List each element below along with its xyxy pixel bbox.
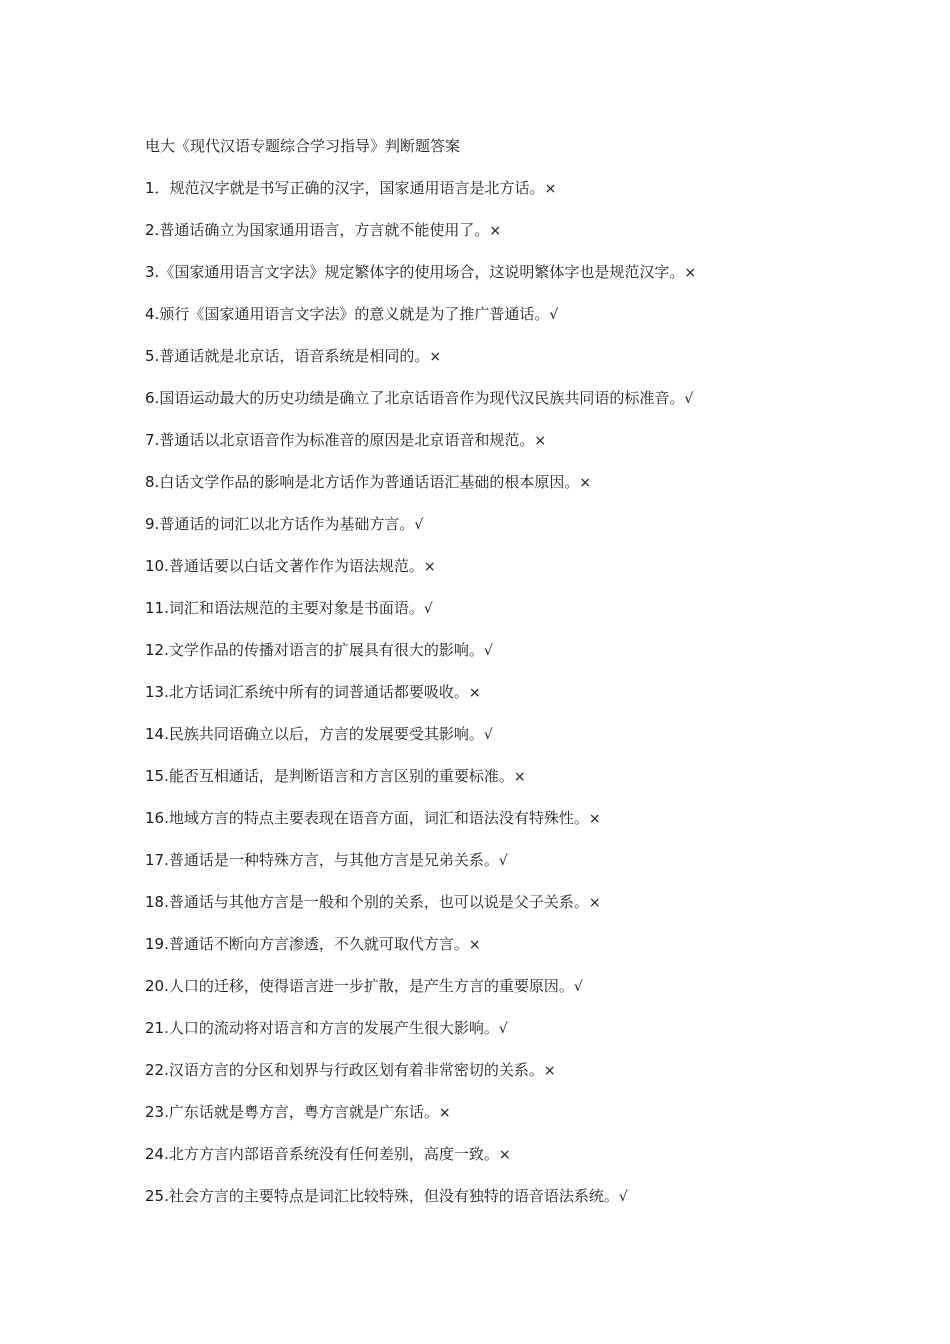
answer-item [145, 891, 905, 913]
answer-mark: √ [498, 1021, 508, 1037]
statement-text: 颁行《国家通用语言文字法》的意义就是为了推广普通话。 [159, 305, 550, 323]
answer-mark: × [684, 265, 697, 281]
answer-item [145, 849, 905, 871]
answer-item [145, 513, 905, 535]
answer-mark: × [438, 1105, 451, 1121]
item-number: 14. [145, 725, 169, 743]
statement-text: 民族共同语确立以后，方言的发展要受其影响。 [168, 725, 484, 743]
answer-item [145, 219, 905, 241]
document-title: 电大《现代汉语专题综合学习指导》判断题答案 [145, 137, 461, 155]
answer-mark: √ [618, 1189, 628, 1205]
item-number: 1． [145, 179, 170, 197]
answer-item [145, 1185, 905, 1207]
document-page [145, 135, 905, 1227]
statement-text: 社会方言的主要特点是词汇比较特殊，但没有独特的语音语法系统。 [168, 1187, 619, 1205]
item-number: 2. [145, 221, 160, 239]
item-number: 20. [145, 977, 169, 995]
answer-mark: × [534, 433, 547, 449]
statement-text: 词汇和语法规范的主要对象是书面语。 [168, 599, 424, 617]
answer-mark: √ [573, 979, 583, 995]
answer-item [145, 471, 905, 493]
answer-mark: × [468, 937, 481, 953]
answer-item [145, 1143, 905, 1165]
answer-item [145, 429, 905, 451]
answer-mark: × [498, 1147, 511, 1163]
answer-item [145, 261, 905, 283]
item-number: 3. [145, 263, 160, 281]
statement-text: 北方话词汇系统中所有的词普通话都要吸收。 [168, 683, 469, 701]
item-number: 5. [145, 347, 160, 365]
answer-mark: × [588, 895, 601, 911]
answer-mark: × [544, 181, 557, 197]
item-number: 12. [145, 641, 169, 659]
item-number: 13. [145, 683, 169, 701]
answer-item [145, 933, 905, 955]
answer-mark: √ [684, 391, 694, 407]
statement-text: 白话文学作品的影响是北方话作为普通话语汇基础的根本原因。 [159, 473, 580, 491]
answer-item [145, 975, 905, 997]
statement-text: 国语运动最大的历史功绩是确立了北京话语音作为现代汉民族共同语的标准音。 [159, 389, 685, 407]
statement-text: 《国家通用语言文字法》规定繁体字的使用场合，这说明繁体字也是规范汉字。 [159, 263, 685, 281]
item-number: 23. [145, 1103, 169, 1121]
item-number: 9. [145, 515, 160, 533]
statement-text: 普通话是一种特殊方言，与其他方言是兄弟关系。 [168, 851, 499, 869]
answer-item [145, 345, 905, 367]
item-number: 22. [145, 1061, 169, 1079]
statement-text: 文学作品的传播对语言的扩展具有很大的影响。 [168, 641, 484, 659]
statement-text: 普通话不断向方言渗透，不久就可取代方言。 [168, 935, 469, 953]
answer-item [145, 555, 905, 577]
answer-mark: √ [483, 643, 493, 659]
item-number: 6. [145, 389, 160, 407]
answer-item [145, 723, 905, 745]
answer-mark: × [513, 769, 526, 785]
item-number: 21. [145, 1019, 169, 1037]
item-number: 17. [145, 851, 169, 869]
statement-text: 规范汉字就是书写正确的汉字，国家通用语言是北方话。 [169, 179, 545, 197]
statement-text: 普通话就是北京话，语音系统是相同的。 [159, 347, 430, 365]
statement-text: 人口的流动将对语言和方言的发展产生很大影响。 [168, 1019, 499, 1037]
statement-text: 地域方言的特点主要表现在语音方面，词汇和语法没有特殊性。 [168, 809, 589, 827]
item-number: 18. [145, 893, 169, 911]
item-number: 25. [145, 1187, 169, 1205]
item-number: 10. [145, 557, 169, 575]
answer-item [145, 1059, 905, 1081]
answer-item [145, 639, 905, 661]
answer-mark: √ [414, 517, 424, 533]
statement-text: 普通话的词汇以北方话作为基础方言。 [159, 515, 415, 533]
answer-item [145, 1101, 905, 1123]
answer-item [145, 807, 905, 829]
answer-mark: × [429, 349, 442, 365]
answer-list [145, 177, 905, 1207]
statement-text: 广东话就是粤方言，粤方言就是广东话。 [168, 1103, 439, 1121]
answer-mark: √ [498, 853, 508, 869]
statement-text: 普通话确立为国家通用语言，方言就不能使用了。 [159, 221, 490, 239]
item-number: 8. [145, 473, 160, 491]
item-number: 16. [145, 809, 169, 827]
item-number: 19. [145, 935, 169, 953]
answer-mark: × [468, 685, 481, 701]
statement-text: 能否互相通话，是判断语言和方言区别的重要标准。 [168, 767, 514, 785]
statement-text: 汉语方言的分区和划界与行政区划有着非常密切的关系。 [168, 1061, 544, 1079]
answer-item [145, 681, 905, 703]
answer-mark: × [588, 811, 601, 827]
statement-text: 普通话要以白话文著作作为语法规范。 [168, 557, 424, 575]
item-number: 11. [145, 599, 169, 617]
statement-text: 人口的迁移，使得语言进一步扩散，是产生方言的重要原因。 [168, 977, 574, 995]
answer-mark: √ [483, 727, 493, 743]
answer-item [145, 597, 905, 619]
answer-item [145, 177, 905, 199]
item-number: 7. [145, 431, 160, 449]
answer-item [145, 765, 905, 787]
answer-item [145, 387, 905, 409]
statement-text: 普通话以北京语音作为标准音的原因是北京语音和规范。 [159, 431, 535, 449]
answer-mark: √ [549, 307, 559, 323]
answer-mark: × [543, 1063, 556, 1079]
answer-mark: × [423, 559, 436, 575]
answer-mark: √ [423, 601, 433, 617]
answer-mark: × [579, 475, 592, 491]
item-number: 4. [145, 305, 160, 323]
answer-item [145, 1017, 905, 1039]
item-number: 24. [145, 1145, 169, 1163]
statement-text: 普通话与其他方言是一般和个别的关系，也可以说是父子关系。 [168, 893, 589, 911]
statement-text: 北方方言内部语音系统没有任何差别，高度一致。 [168, 1145, 499, 1163]
answer-item [145, 303, 905, 325]
item-number: 15. [145, 767, 169, 785]
answer-mark: × [489, 223, 502, 239]
